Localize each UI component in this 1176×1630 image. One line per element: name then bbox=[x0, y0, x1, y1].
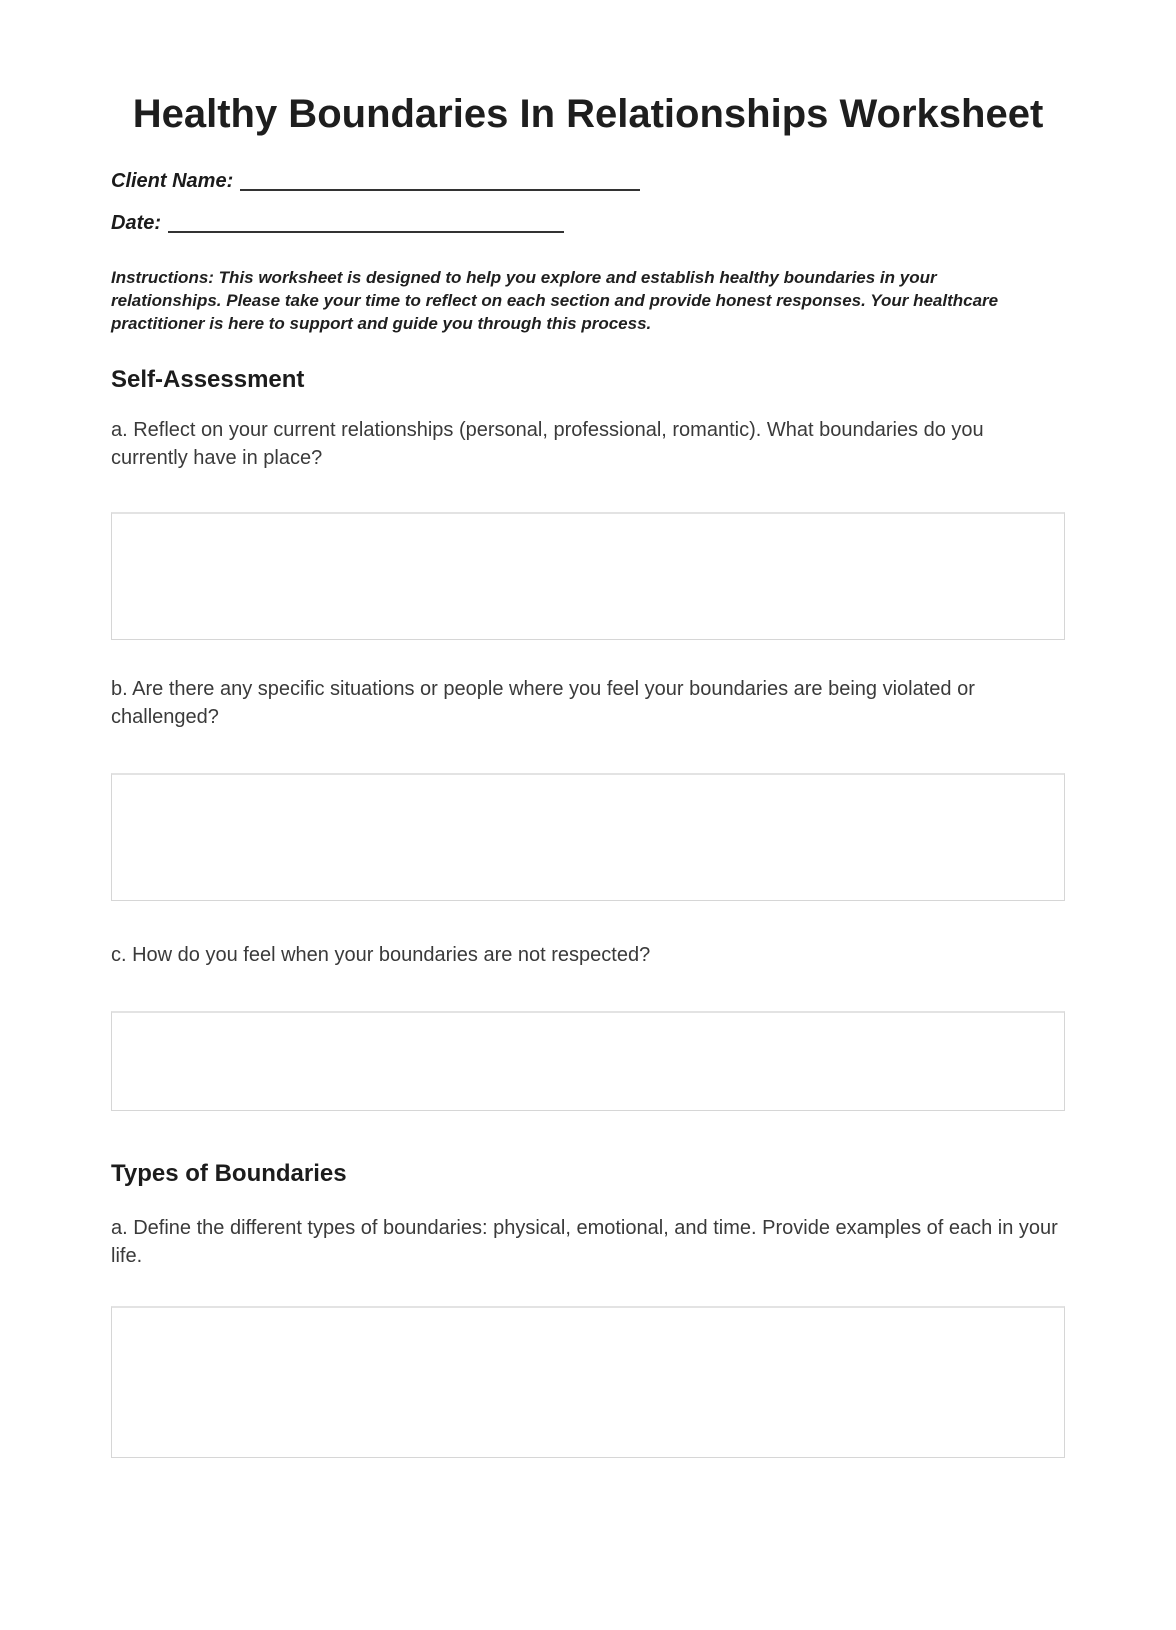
section-heading-types-of-boundaries: Types of Boundaries bbox=[111, 1160, 347, 1187]
answer-box-self-assessment-a[interactable] bbox=[111, 512, 1065, 640]
client-name-field bbox=[111, 168, 1065, 194]
date-label: Date: bbox=[111, 212, 162, 234]
question-self-assessment-b: b. Are there any specific situations or people where you feel your boundaries are being violated or challenged? bbox=[111, 678, 975, 728]
client-name-input-line[interactable] bbox=[240, 189, 640, 191]
client-name-label: Client Name: bbox=[111, 170, 234, 192]
worksheet-content bbox=[111, 0, 1065, 1458]
answer-box-self-assessment-c[interactable] bbox=[111, 1011, 1065, 1111]
question-self-assessment-c: c. How do you feel when your boundaries are not respected? bbox=[111, 944, 651, 966]
page-title: Healthy Boundaries In Relationships Worksheet bbox=[132, 92, 1044, 136]
question-self-assessment-a: a. Reflect on your current relationships (personal, professional, romantic). What boundaries do you currently have in place? bbox=[111, 419, 984, 469]
date-input-line[interactable] bbox=[168, 231, 564, 233]
section-heading-self-assessment: Self-Assessment bbox=[111, 366, 305, 393]
question-types-of-boundaries-a: a. Define the different types of boundaries: physical, emotional, and time. Provide examples of each in your life. bbox=[111, 1217, 1058, 1267]
instructions-text: Instructions: This worksheet is designed to help you explore and establish healthy boundaries in your relationships. Please take your time to reflect on each section and provide honest responses. Your healthcare practitioner is here to support and guide you through this process. bbox=[111, 268, 999, 333]
date-field bbox=[111, 210, 1065, 236]
answer-box-types-of-boundaries-a[interactable] bbox=[111, 1306, 1065, 1458]
answer-box-self-assessment-b[interactable] bbox=[111, 773, 1065, 901]
